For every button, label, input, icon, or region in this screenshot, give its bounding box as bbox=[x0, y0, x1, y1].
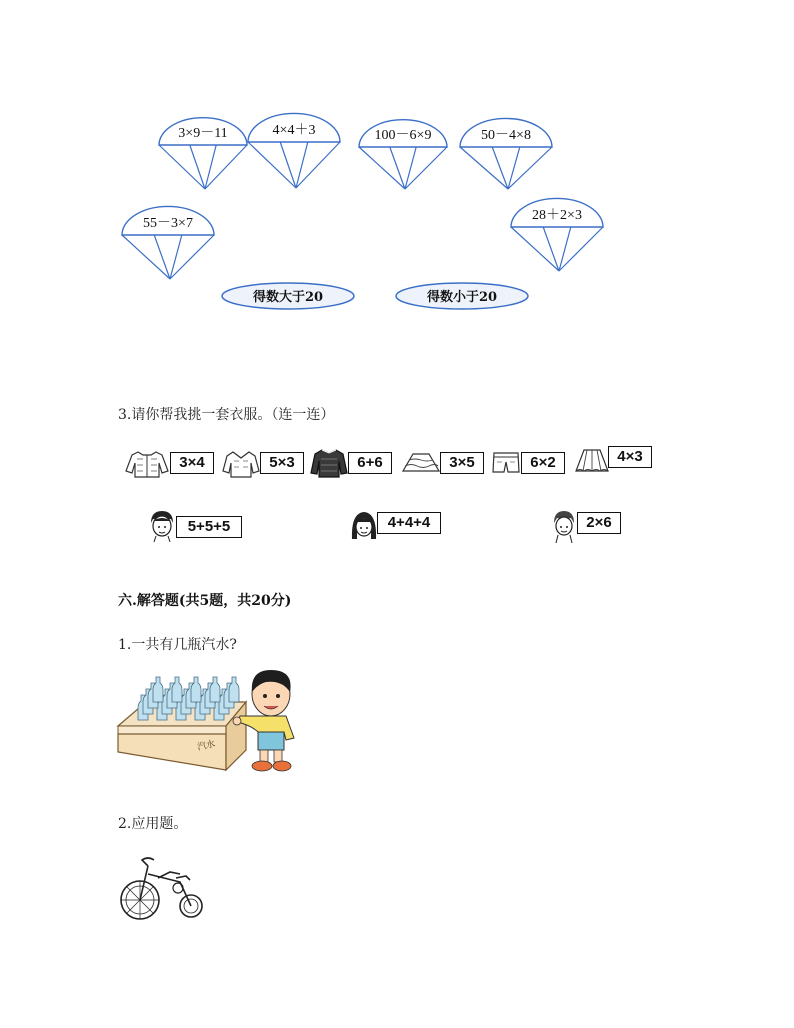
parachute-expression: 3×9－11 bbox=[178, 126, 228, 141]
soda-bottle-icon bbox=[229, 677, 239, 702]
soda-bottle-icon bbox=[172, 677, 182, 702]
tricycle-icon bbox=[118, 852, 210, 924]
shorts-icon bbox=[491, 450, 521, 476]
parachute-5[interactable] bbox=[122, 206, 214, 279]
clothes-expr-6[interactable]: 4×3 bbox=[608, 446, 652, 468]
parachute-3[interactable] bbox=[359, 120, 447, 189]
parachute-expression: 4×4＋3 bbox=[272, 123, 316, 138]
target-label-less: 得数小于20 bbox=[426, 290, 498, 305]
soda-bottle-icon bbox=[191, 677, 201, 702]
boy-face-icon bbox=[147, 509, 177, 543]
kid-expr-1[interactable]: 5+5+5 bbox=[176, 516, 242, 538]
parachute-2[interactable] bbox=[248, 113, 340, 188]
boy-figure-icon bbox=[233, 670, 294, 771]
target-pill-greater[interactable] bbox=[222, 283, 354, 309]
clothes-expr-2[interactable]: 5×3 bbox=[260, 452, 304, 474]
soda-crate-illustration bbox=[116, 664, 306, 776]
dress-skirt-icon bbox=[574, 447, 610, 475]
clothes-expr-5[interactable]: 6×2 bbox=[521, 452, 565, 474]
clothes-expr-4[interactable]: 3×5 bbox=[440, 452, 484, 474]
q3-prompt: 3.请你帮我挑一套衣服。（连一连） bbox=[118, 407, 335, 423]
child-face-icon bbox=[551, 509, 577, 545]
parachute-figure bbox=[110, 95, 620, 320]
crate-label: 汽水 bbox=[196, 739, 217, 753]
target-label-greater: 得数大于20 bbox=[252, 290, 324, 305]
parachute-6[interactable] bbox=[511, 198, 603, 271]
section-6-title: 六.解答题(共5题，共20分) bbox=[118, 593, 292, 609]
girl-face-icon bbox=[349, 509, 379, 545]
coat-icon bbox=[221, 449, 261, 479]
parachute-4[interactable] bbox=[460, 118, 552, 189]
kid-expr-2[interactable]: 4+4+4 bbox=[377, 512, 441, 534]
parachute-1[interactable] bbox=[159, 118, 247, 189]
soda-bottle-icon bbox=[210, 677, 220, 702]
target-pill-less[interactable] bbox=[396, 283, 528, 309]
sweater-icon bbox=[309, 447, 349, 479]
jacket-icon bbox=[124, 449, 170, 479]
skirt-icon bbox=[401, 451, 441, 475]
clothes-expr-1[interactable]: 3×4 bbox=[170, 452, 214, 474]
kid-expr-3[interactable]: 2×6 bbox=[577, 512, 621, 534]
soda-bottle-icon bbox=[153, 677, 163, 702]
parachute-expression: 28＋2×3 bbox=[532, 208, 582, 223]
parachute-expression: 100－6×9 bbox=[374, 128, 432, 143]
q6-2-text: 2.应用题。 bbox=[118, 816, 188, 832]
parachute-expression: 50－4×8 bbox=[481, 128, 531, 143]
q6-1-text: 1.一共有几瓶汽水? bbox=[118, 637, 237, 653]
parachute-expression: 55－3×7 bbox=[143, 216, 193, 231]
clothes-expr-3[interactable]: 6+6 bbox=[348, 452, 392, 474]
